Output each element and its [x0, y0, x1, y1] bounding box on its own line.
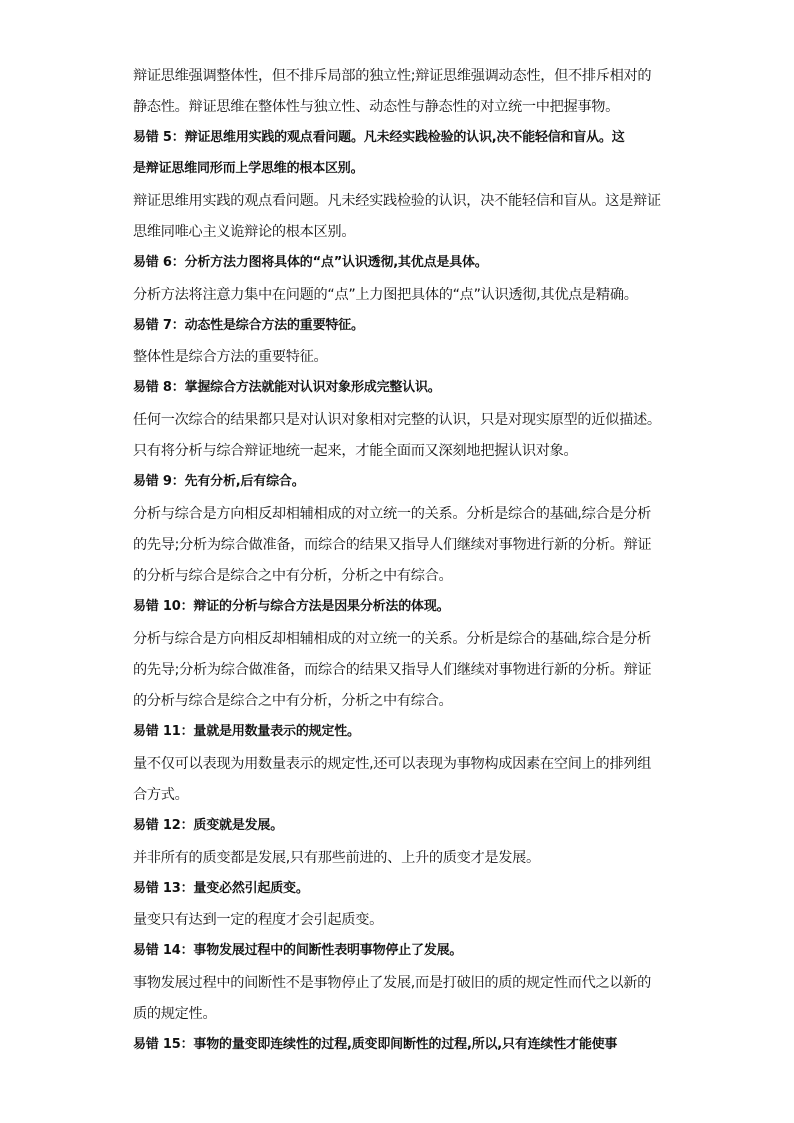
text-line: 量变只有达到一定的程度才会引起质变。 [133, 912, 383, 928]
text-line: 的分析与综合是综合之中有分析，分析之中有综合。 [133, 568, 453, 584]
text-line: 只有将分析与综合辩证地统一起来，才能全面而又深刻地把握认识对象。 [133, 443, 578, 459]
text-line: 量不仅可以表现为用数量表示的规定性,还可以表现为事物构成因素在空间上的排列组 [133, 756, 652, 772]
text-line: 整体性是综合方法的重要特征。 [133, 349, 328, 365]
text-line: 分析与综合是方向相反却相辅相成的对立统一的关系。分析是综合的基础,综合是分析 [133, 506, 652, 522]
text-line: 任何一次综合的结果都只是对认识对象相对完整的认识，只是对现实原型的近似描述。 [133, 412, 661, 428]
mistake-heading: 易错 13：量变必然引起质变。 [133, 881, 309, 896]
mistake-heading: 易错 10：辩证的分析与综合方法是因果分析法的体现。 [133, 599, 450, 614]
text-line: 分析方法将注意力集中在问题的“点”上力图把具体的“点”认识透彻,其优点是精确。 [133, 287, 638, 303]
text-line: 事物发展过程中的间断性不是事物停止了发展,而是打破旧的质的规定性而代之以新的 [133, 975, 652, 991]
text-line: 思维同唯心主义诡辩论的根本区别。 [133, 224, 356, 240]
text-line: 分析与综合是方向相反却相辅相成的对立统一的关系。分析是综合的基础,综合是分析 [133, 631, 652, 647]
text-line: 辩证思维用实践的观点看问题。凡未经实践检验的认识，决不能轻信和盲从。这是辩证 [133, 193, 661, 209]
text-line: 静态性。辩证思维在整体性与独立性、动态性与静态性的对立统一中把握事物。 [133, 99, 620, 115]
mistake-heading: 是辩证思维同形而上学思维的根本区别。 [133, 161, 364, 176]
mistake-heading: 易错 9：先有分析,后有综合。 [133, 474, 305, 489]
text-line: 的先导;分析为综合做准备，而综合的结果又指导人们继续对事物进行新的分析。辩证 [133, 662, 652, 678]
mistake-heading: 易错 11：量就是用数量表示的规定性。 [133, 724, 360, 739]
mistake-heading: 易错 12：质变就是发展。 [133, 818, 284, 833]
text-line: 辩证思维强调整体性，但不排斥局部的独立性;辩证思维强调动态性，但不排斥相对的 [133, 68, 652, 84]
text-line: 并非所有的质变都是发展,只有那些前进的、上升的质变才是发展。 [133, 850, 540, 866]
text-line: 的先导;分析为综合做准备，而综合的结果又指导人们继续对事物进行新的分析。辩证 [133, 537, 652, 553]
text-line: 的分析与综合是综合之中有分析，分析之中有综合。 [133, 693, 453, 709]
mistake-heading: 易错 6：分析方法力图将具体的“点”认识透彻,其优点是具体。 [133, 255, 488, 270]
text-line: 合方式。 [133, 787, 189, 803]
mistake-heading: 易错 14：事物发展过程中的间断性表明事物停止了发展。 [133, 943, 463, 958]
text-line: 质的规定性。 [133, 1006, 217, 1022]
mistake-heading: 易错 7：动态性是综合方法的重要特征。 [133, 318, 364, 333]
mistake-heading: 易错 15：事物的量变即连续性的过程,质变即间断性的过程,所以,只有连续性才能使事 [133, 1037, 618, 1052]
mistake-heading: 易错 5：辩证思维用实践的观点看问题。凡未经实践检验的认识,决不能轻信和盲从。这 [133, 130, 625, 145]
mistake-heading: 易错 8：掌握综合方法就能对认识对象形成完整认识。 [133, 380, 441, 395]
